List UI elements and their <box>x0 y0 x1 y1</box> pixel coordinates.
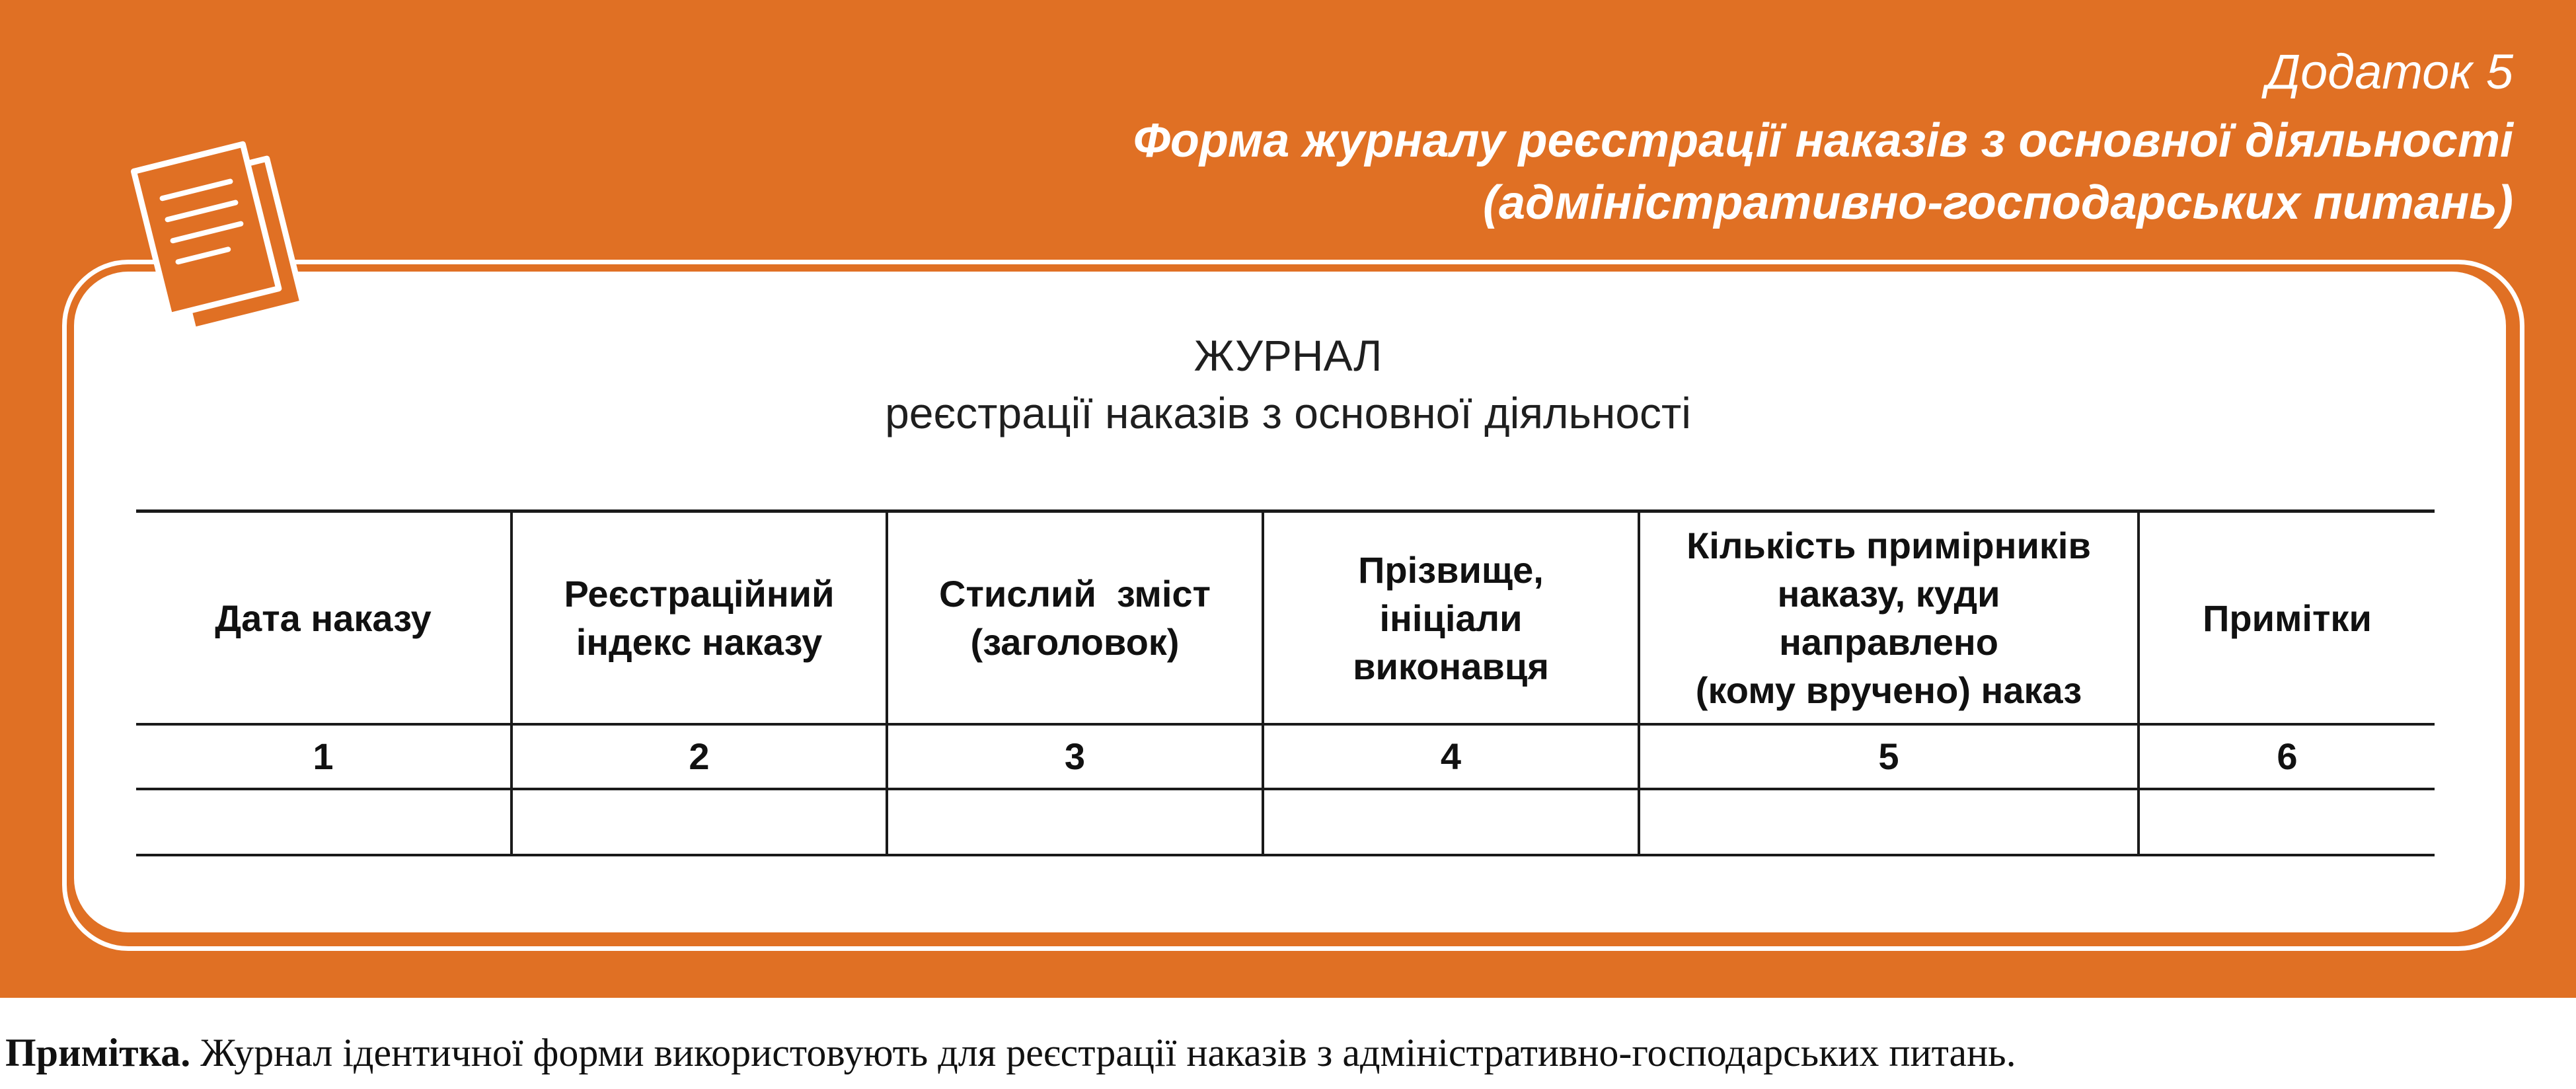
footnote <box>5 1033 2016 1072</box>
header-line: (кому вручено) наказ <box>1695 669 2082 711</box>
journal-title: ЖУРНАЛ <box>1193 331 1383 380</box>
column-header-executor <box>1263 511 1639 725</box>
column-number: 5 <box>1639 724 2139 789</box>
column-number-row <box>136 724 2435 789</box>
header-line: індекс наказу <box>576 621 823 663</box>
header-line: Примітки <box>2203 597 2372 639</box>
footnote-text: Журнал ідентичної форми використовують для реєстрації наказів з адміністративно-господарських питань. <box>190 1031 2016 1074</box>
column-number: 3 <box>887 724 1263 789</box>
header-line: ініціали <box>1379 597 1523 639</box>
column-number: 1 <box>136 724 511 789</box>
table-cell <box>136 789 511 855</box>
header-line: Реєстраційний <box>564 573 835 615</box>
header-line: (заголовок) <box>970 621 1180 663</box>
appendix-label: Додаток 5 <box>2266 44 2513 99</box>
header-line: направлено <box>1779 621 1998 663</box>
register-table <box>136 509 2435 856</box>
column-number: 4 <box>1263 724 1639 789</box>
header-row <box>136 511 2435 725</box>
table-row <box>136 789 2435 855</box>
header-line: Прізвище, <box>1358 548 1544 591</box>
table-cell <box>511 789 887 855</box>
column-header-summary <box>887 511 1263 725</box>
document-stack-icon <box>127 135 319 344</box>
column-header-copies <box>1639 511 2139 725</box>
form-heading <box>1133 110 2513 234</box>
table-cell <box>2139 789 2435 855</box>
form-heading-line-1: Форма журналу реєстрації наказів з основної діяльності <box>1133 114 2513 167</box>
header-line: Стислий зміст <box>939 573 1211 615</box>
column-header-notes <box>2139 511 2435 725</box>
column-header-date <box>136 511 511 725</box>
form-heading-line-2: (адміністративно-господарських питань) <box>1482 176 2513 229</box>
column-number: 6 <box>2139 724 2435 789</box>
header-line: виконавця <box>1353 645 1549 687</box>
table-cell <box>1639 789 2139 855</box>
header-line: Дата наказу <box>215 597 432 639</box>
table-cell <box>1263 789 1639 855</box>
column-number: 2 <box>511 724 887 789</box>
header-line: Кількість примірників <box>1686 525 2091 566</box>
footnote-label: Примітка. <box>5 1031 191 1074</box>
table-cell <box>887 789 1263 855</box>
header-line: наказу, куди <box>1777 573 2000 615</box>
journal-subtitle: реєстрації наказів з основної діяльності <box>885 389 1691 437</box>
column-header-index <box>511 511 887 725</box>
